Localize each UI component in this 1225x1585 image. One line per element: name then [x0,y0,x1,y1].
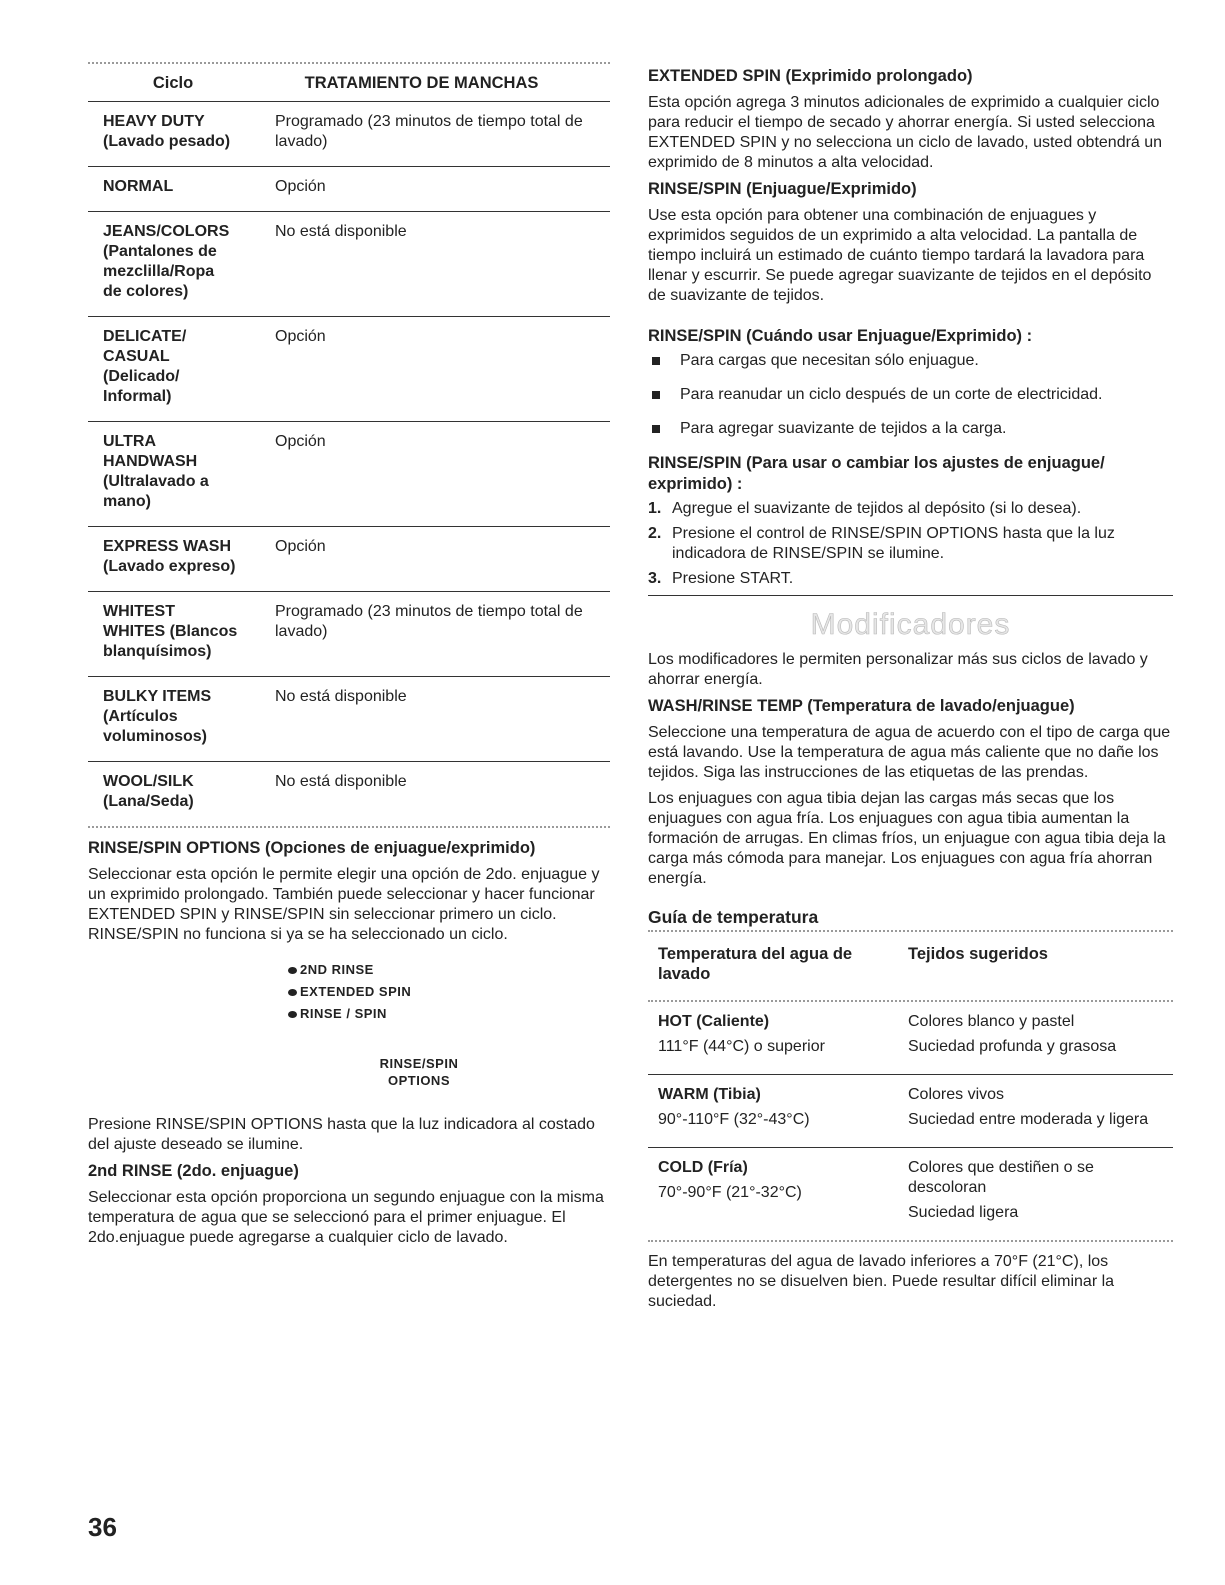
table-row [88,167,610,211]
modifiers-intro: Los modificadores le permiten personalizar más sus ciclos de lavado y ahorrar energía. [648,651,1148,688]
col-header-cycle: Ciclo [152,74,194,92]
table-row [88,592,610,676]
fabric-suggestion: Suciedad entre moderada y ligera [908,1111,1149,1128]
fabric-suggestion: Suciedad ligera [908,1204,1019,1221]
section-title: Modificadores [810,608,1011,641]
rinse-options-body: Seleccionar esta opción le permite elegir una opción de 2do. enjuague y un exprimido prolongado. También puede seleccionar y hacer funcionar EXTENDED SPIN y RINSE/SPIN sin seleccionar primero un ciclo. RINSE/SPIN no funciona si ya se ha seleccionado un ciclo. [88,866,600,943]
how-to-use-heading: RINSE/SPIN (Para usar o cambiar los ajustes de enjuague/ exprimido) : [648,454,1105,493]
table-row [88,212,610,316]
stain-treatment-value: Opción [275,328,326,345]
table-row [88,102,610,166]
list-item: Para reanudar un ciclo después de un corte de electricidad. [648,385,1173,405]
wash-rinse-temp-p1: Seleccione una temperatura de agua de acuerdo con el tipo de carga que está lavando. Use la temperatura de agua más caliente que no dañe los tejidos. Siga las instrucciones de las etiquetas de las prendas. [648,724,1171,781]
indicator-light-icon [288,967,297,974]
table-row [88,677,610,761]
bullet-icon [652,425,660,433]
fabric-suggestion: Suciedad profunda y grasosa [908,1038,1117,1055]
fabrics-cell [908,1012,1173,1062]
wash-rinse-temp-p2: Los enjuagues con agua tibia dejan las cargas más secas que los enjuagues con agua fría. Los enjuagues con agua tibia aumentan la formación de arrugas. En climas fríos, un enjuague con agua tibia deja la carga más cómoda para manejar. Los enjuagues con agua fría ahorran energía. [648,790,1166,887]
panel-item: RINSE / SPIN [288,1003,610,1025]
extended-spin-body: Esta opción agrega 3 minutos adicionales de exprimido a cualquier ciclo para reducir el tiempo de secado y ahorrar energía. Si usted selecciona EXTENDED SPIN y no selecciona un ciclo de lavado, usted obtendrá un exprimido de 8 minutos a alta velocidad. [648,94,1163,171]
stain-treatment-value: Opción [275,538,326,555]
temperature-name: WARM (Tibia) [658,1086,761,1103]
how-to-use-steps [648,499,1173,589]
cycle-name: HEAVY DUTY (Lavado pesado) [103,113,231,150]
stain-treatment-value: Programado (23 minutos de tiempo total de lavado) [275,603,583,640]
fabric-suggestion: Colores que destiñen o se descoloran [908,1159,1094,1196]
temperature-range: 111°F (44°C) o superior [658,1038,825,1055]
panel-item: 2ND RINSE [288,959,610,981]
stain-treatment-value: Opción [275,178,326,195]
temperature-cell [658,1158,908,1228]
temperature-name: COLD (Fría) [658,1159,748,1176]
fabrics-cell [908,1158,1173,1228]
list-item: 2. Presione el control de RINSE/SPIN OPTIONS hasta que la luz indicadora de RINSE/SPIN se ilumine. [648,525,1115,562]
temperature-name: HOT (Caliente) [658,1013,770,1030]
table-row [648,1075,1173,1147]
stain-treatment-value: No está disponible [275,223,407,240]
left-column [88,62,610,1248]
temp-guide-header [648,932,1173,1000]
cycle-name: WOOL/SILK (Lana/Seda) [103,773,194,810]
cycle-name: EXPRESS WASH (Lavado expreso) [103,538,236,575]
rinse-spin-heading: RINSE/SPIN (Enjuague/Exprimido) [648,180,917,198]
temperature-range: 90°-110°F (32°-43°C) [658,1111,810,1128]
indicator-light-icon [288,989,297,996]
list-item: Para agregar suavizante de tejidos a la carga. [648,419,1173,439]
col-header-fabrics: Tejidos sugeridos [908,945,1048,963]
temperature-cell [658,1012,908,1062]
rinse-options-instruction: Presione RINSE/SPIN OPTIONS hasta que la luz indicadora al costado del ajuste deseado se ilumine. [88,1116,595,1153]
list-item: 3. Presione START. [648,570,794,587]
stain-treatment-value: Opción [275,433,326,450]
temp-guide-title: Guía de temperatura [648,907,819,927]
cycle-table-body [88,101,610,826]
cycle-name: NORMAL [103,178,174,195]
cycle-name: BULKY ITEMS (Artículos voluminosos) [103,688,212,745]
table-row [88,762,610,826]
right-column [648,62,1173,1312]
cycle-name: ULTRA HANDWASH (Ultralavado a mano) [103,433,209,510]
col-header-treatment: TRATAMIENTO DE MANCHAS [304,74,539,92]
table-row [88,317,610,421]
col-header-water-temp: Temperatura del agua de lavado [658,945,853,983]
temperature-cell [658,1085,908,1135]
cycle-table-header [88,64,610,101]
extended-spin-heading: EXTENDED SPIN (Exprimido prolongado) [648,67,973,85]
panel-item: EXTENDED SPIN [288,981,610,1003]
fabrics-cell [908,1085,1173,1135]
when-to-use-list [648,351,1173,439]
list-item: Para cargas que necesitan sólo enjuague. [648,351,1173,371]
stain-treatment-value: Programado (23 minutos de tiempo total de lavado) [275,113,583,150]
table-row [648,1148,1173,1240]
cycle-name: JEANS/COLORS (Pantalones de mezclilla/Ropa de colores) [103,223,230,300]
fabric-suggestion: Colores vivos [908,1086,1005,1103]
rinse-options-heading: RINSE/SPIN OPTIONS (Opciones de enjuague/exprimido) [88,839,536,857]
control-panel-illustration [288,959,610,1089]
cycle-name: DELICATE/ CASUAL (Delicado/ Informal) [103,328,187,405]
temp-guide-body [648,1002,1173,1240]
stain-treatment-value: No está disponible [275,688,407,705]
bullet-icon [652,357,660,365]
rinse-spin-body: Use esta opción para obtener una combinación de enjuagues y exprimidos seguidos de un exprimido a alta velocidad. La pantalla de tiempo incluirá un estimado de cuánto tiempo tardará la lavadora para llenar y escurrir. Se puede agregar suavizante de tejidos en el depósito de suavizante de tejidos. [648,207,1152,304]
cycle-name: WHITEST WHITES (Blancos blanquísimos) [103,603,238,660]
rinse-spin-options-button: RINSE/SPIN OPTIONS [379,1056,459,1088]
table-row [648,1002,1173,1074]
temp-guide-footnote: En temperaturas del agua de lavado inferiores a 70°F (21°C), los detergentes no se disuelven bien. Puede resultar difícil eliminar la suciedad. [648,1253,1115,1310]
list-item: 1. Agregue el suavizante de tejidos al depósito (si lo desea). [648,500,1082,517]
fabric-suggestion: Colores blanco y pastel [908,1013,1075,1030]
second-rinse-body: Seleccionar esta opción proporciona un segundo enjuague con la misma temperatura de agua que se seleccionó para el primer enjuague. El 2do.enjuague puede agregarse a cualquier ciclo de lavado. [88,1189,604,1246]
when-to-use-heading: RINSE/SPIN (Cuándo usar Enjuague/Exprimido) : [648,327,1033,345]
indicator-light-icon [288,1011,297,1018]
stain-treatment-value: No está disponible [275,773,407,790]
second-rinse-heading: 2nd RINSE (2do. enjuague) [88,1162,299,1180]
temperature-range: 70°-90°F (21°-32°C) [658,1184,802,1201]
page-number: 36 [88,1512,117,1542]
bullet-icon [652,391,660,399]
wash-rinse-temp-heading: WASH/RINSE TEMP (Temperatura de lavado/enjuague) [648,697,1075,715]
table-row [88,527,610,591]
table-row [88,422,610,526]
